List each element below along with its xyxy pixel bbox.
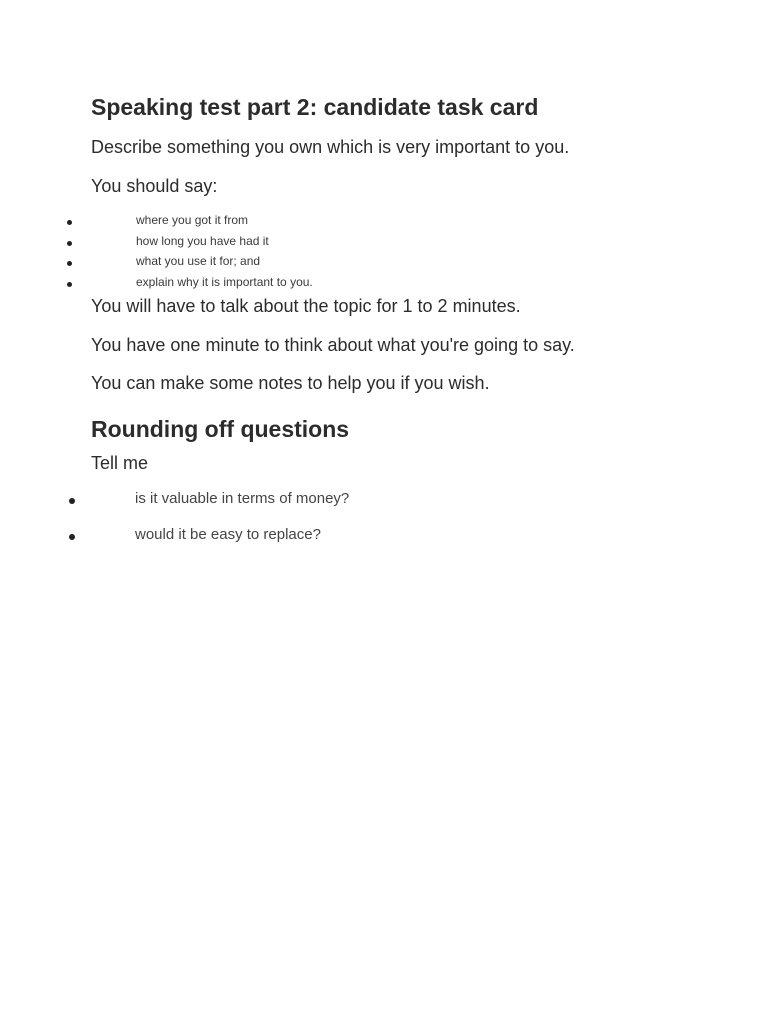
page-title: Speaking test part 2: candidate task card (91, 94, 539, 120)
list-item-text: what you use it for; and (136, 254, 261, 268)
task-prompt: Describe something you own which is very important to you. (91, 137, 570, 157)
list-item-text: where you got it from (136, 213, 249, 227)
list-item-text: how long you have had it (136, 234, 269, 248)
list-item-text: is it valuable in terms of money? (135, 490, 350, 507)
list-item-text: explain why it is important to you. (136, 275, 313, 289)
bullet-icon (69, 534, 75, 540)
list-item (0, 234, 768, 254)
list-item-text: would it be easy to replace? (135, 526, 321, 543)
bullet-icon (67, 220, 72, 225)
rounding-intro: Tell me (91, 453, 149, 473)
bullet-icon (67, 282, 72, 287)
bullet-icon (69, 498, 75, 504)
list-item (0, 275, 768, 295)
bullet-icon (67, 241, 72, 246)
list-item (0, 254, 768, 274)
list-item (0, 490, 768, 514)
bullet-icon (67, 261, 72, 266)
list-item (0, 213, 768, 233)
instruction-notes: You can make some notes to help you if you wish. (91, 373, 490, 393)
instruction-duration: You will have to talk about the topic for 1 to 2 minutes. (91, 296, 521, 316)
should-say-label: You should say: (91, 176, 218, 196)
list-item (0, 526, 768, 550)
rounding-heading: Rounding off questions (91, 416, 350, 442)
instruction-prep-time: You have one minute to think about what you're going to say. (91, 335, 575, 355)
